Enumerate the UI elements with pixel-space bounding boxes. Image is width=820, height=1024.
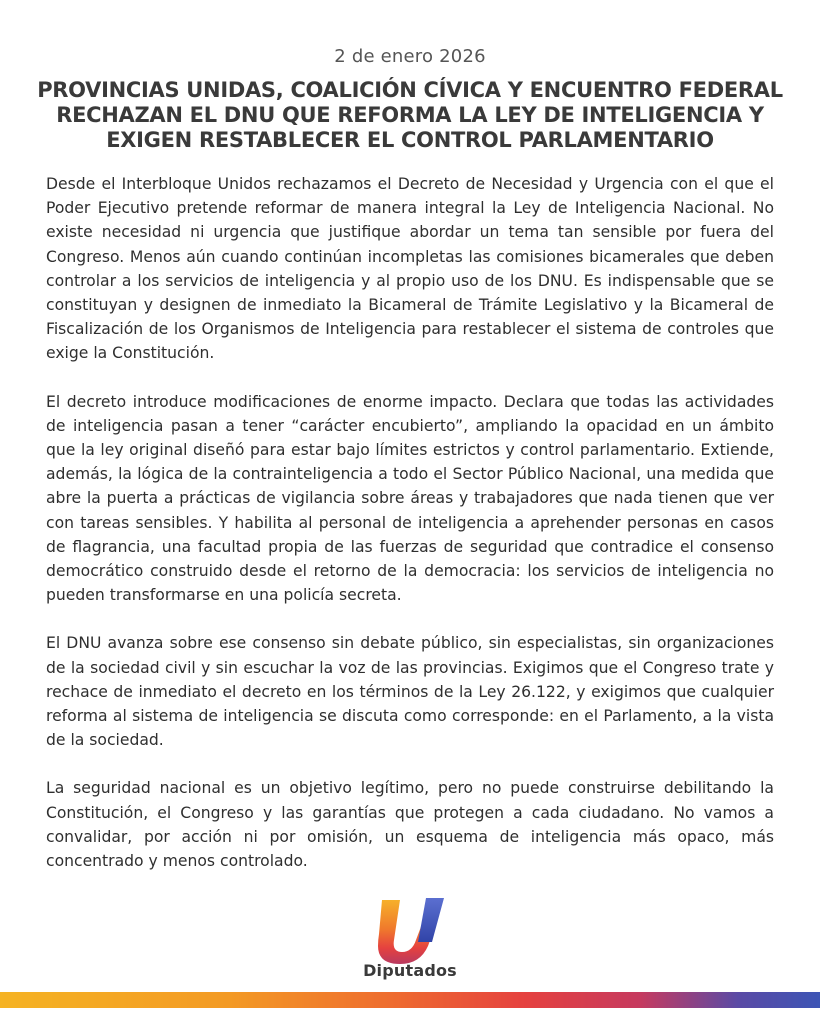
paragraph-4: La seguridad nacional es un objetivo legítimo, pero no puede construirse debilitando la Constitución, el Congreso y las garantías que protegen a cada ciudadano. No vamos a convalidar, por acción ni por omisión, un esquema de inteligencia más opaco, más concentrado y menos controlado. bbox=[46, 779, 774, 871]
headline-line-2: RECHAZAN EL DNU QUE REFORMA LA LEY DE INTELIGENCIA Y bbox=[56, 103, 764, 127]
gradient-footer-bar bbox=[0, 992, 820, 1008]
release-date: 2 de enero 2026 bbox=[334, 46, 486, 67]
paragraph-3: El DNU avanza sobre ese consenso sin debate público, sin especialistas, sin organizaciones de la sociedad civil y sin escuchar la voz de las provincias. Exigimos que el Congreso trate y rechace de inmediato el decreto en los términos de la Ley 26.122, y exigimos que cualquier reforma al sistema de inteligencia se discuta como corresponde: en el Parlamento, a la vista de la sociedad. bbox=[46, 634, 774, 750]
paragraph-1: Desde el Interbloque Unidos rechazamos el Decreto de Necesidad y Urgencia con el que el Poder Ejecutivo pretende reformar de manera integral la Ley de Inteligencia Nacional. No existe necesidad ni urgencia que justifique abordar un tema tan sensible por fuera del Congreso. Menos aún cuando continúan incompletas las comisiones bicamerales que deben controlar a los servicios de inteligencia y al propio uso de los DNU. Es indispensable que se constituyan y designen de inmediato la Bicameral de Trámite Legislativo y la Bicameral de Fiscalización de los Organismos de Inteligencia para restablecer el sistema de controles que exige la Constitución. bbox=[46, 175, 774, 363]
headline bbox=[30, 78, 790, 153]
release-body bbox=[46, 172, 774, 897]
headline-line-1: PROVINCIAS UNIDAS, COALICIÓN CÍVICA Y ENCUENTRO FEDERAL bbox=[37, 78, 783, 102]
diputados-wordmark: Diputados bbox=[363, 961, 457, 980]
headline-line-3: EXIGEN RESTABLECER EL CONTROL PARLAMENTARIO bbox=[106, 128, 714, 152]
paragraph-2: El decreto introduce modificaciones de enorme impacto. Declara que todas las actividades de inteligencia pasan a tener “carácter encubierto”, ampliando la opacidad en un ámbito que la ley original diseñó para estar bajo límites estrictos y control parlamentario. Extiende, además, la lógica de la contrainteligencia a todo el Sector Público Nacional, una medida que abre la puerta a prácticas de vigilancia sobre áreas y trabajadores que nada tienen que ver con tareas sensibles. Y habilita al personal de inteligencia a aprehender personas en casos de flagrancia, una facultad propia de las fuerzas de seguridad que contradice el consenso democrático construido desde el retorno de la democracia: los servicios de inteligencia no pueden transformarse en una policía secreta. bbox=[46, 392, 774, 605]
